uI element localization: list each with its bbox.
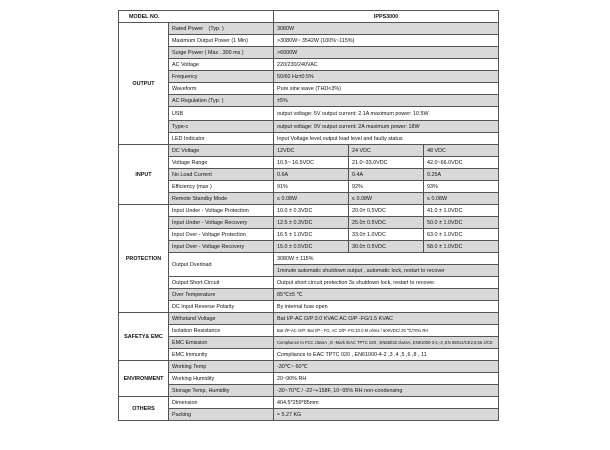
row-label: Efficiency (max ) (169, 181, 274, 193)
row-label: EMC Emission (169, 337, 274, 349)
row-value: >3080W~ 3542W (100%~115%) (274, 35, 499, 47)
table-row (119, 133, 499, 145)
table-row (119, 397, 499, 409)
row-label: No Load Current (169, 169, 274, 181)
table-row (119, 121, 499, 133)
row-label: Isolation Resistance (169, 325, 274, 337)
value-24v: 33.0± 1.0VDC (349, 229, 424, 241)
value-12v: 12.5 ± 0.3VDC (274, 217, 349, 229)
row-label: Surge Power ( Max . 300 ms ) (169, 47, 274, 59)
value-24v: 30.0± 0.5VDC (349, 241, 424, 253)
row-label: Input Under - Voltage Protection (169, 205, 274, 217)
row-value: Compliance to EAC TPTC 020 , EN61000-4-2 ,3 ,4 ,5 ,6 ,8 , 11 (274, 349, 499, 361)
table-row (119, 181, 499, 193)
row-label: Input Over - Voltage Recovery (169, 241, 274, 253)
row-value: Compliance to FCC classA , E -Mark /EAC TPTC 020 , EN55032 classA, EN61000-3-2,-3 ,EN 55014/CE2,8,55 4/CE (274, 337, 499, 349)
row-label: Maximum Output Power (1 Min) (169, 35, 274, 47)
table-row (119, 241, 499, 253)
row-label: USB (169, 107, 274, 121)
value-24v: 0.4A (349, 169, 424, 181)
row-value: 50/60 Hz±0.5% (274, 71, 499, 83)
value-48v: 58.0 ± 1.0VDC (424, 241, 499, 253)
row-value: output voltage: 5V output current: 2.1A maximum power: 10.5W (274, 107, 499, 121)
row-label: Remote Standby Mode (169, 193, 274, 205)
table-row (119, 217, 499, 229)
row-label: DC Voltage (169, 145, 274, 157)
section-input: INPUT (119, 145, 169, 205)
row-value: By internal fuse open (274, 301, 499, 313)
row-label: Over Temperature (169, 289, 274, 301)
model-label: MODEL NO. (119, 11, 274, 23)
value-12v: 10.0 ± 0.3VDC (274, 205, 349, 217)
row-value: Bat I/P-AC O/P:3.0 KVAC AC O/P -FG/1.5 KVAC (274, 313, 499, 325)
row-label: Dimension (169, 397, 274, 409)
row-value: ±5% (274, 95, 499, 107)
row-label: Voltage Range (169, 157, 274, 169)
table-row (119, 301, 499, 313)
table-row (119, 325, 499, 337)
value-12v: 15.0 ± 0.5VDC (274, 241, 349, 253)
row-label: AC Regulation (Typ. ) (169, 95, 274, 107)
value-48v: 63.0 ± 1.0VDC (424, 229, 499, 241)
row-value: 3080W ± 115% (274, 253, 499, 265)
table-row (119, 23, 499, 35)
row-label: EMC Immunity (169, 349, 274, 361)
table-row (119, 337, 499, 349)
row-value: 404.5*259*85mm (274, 397, 499, 409)
row-value: 220/230/240VAC (274, 59, 499, 71)
row-label: Working Temp (169, 361, 274, 373)
row-label: AC Voltage (169, 59, 274, 71)
row-value: Pure sine wave (THD<3%) (274, 83, 499, 95)
value-12v: 10.5~ 16.5VDC (274, 157, 349, 169)
table-row (119, 71, 499, 83)
table-row (119, 35, 499, 47)
row-value: >6000W (274, 47, 499, 59)
table-row (119, 145, 499, 157)
value-24v: 92% (349, 181, 424, 193)
value-24v: 25.0± 0.5VDC (349, 217, 424, 229)
model-value: IPPS3000 (274, 11, 499, 23)
value-24v: 24 VDC (349, 145, 424, 157)
table-row (119, 157, 499, 169)
section-others: OTHERS (119, 397, 169, 421)
row-label: Rated Power (Typ. ) (169, 23, 274, 35)
row-value: Bat I/P-AC O/P; Bat I/P - FG, AC O/P -FG:10.0 M ohms / 500VDC/ 25 ℃/70% RH (274, 325, 499, 337)
row-value: -30~70℃ / -22~+158F, 10~95% RH non-condensing (274, 385, 499, 397)
value-12v: 91% (274, 181, 349, 193)
value-48v: 50.0 ± 1.0VDC (424, 217, 499, 229)
row-label: Input Under - Voltage Recovery (169, 217, 274, 229)
row-value: Input Voltage level,output load level and faulty status (274, 133, 499, 145)
row-label: Output Overload (169, 253, 274, 277)
value-48v: 41.0 ± 1.0VDC (424, 205, 499, 217)
row-label: DC Input Reverse Polarity (169, 301, 274, 313)
section-protection: PROTECTION (119, 205, 169, 313)
value-48v: 0.25A (424, 169, 499, 181)
value-24v: 20.0± 0.5VDC (349, 205, 424, 217)
header-row (119, 11, 499, 23)
table-row (119, 205, 499, 217)
table-row (119, 373, 499, 385)
table-row (119, 59, 499, 71)
table-row (119, 83, 499, 95)
table-row (119, 385, 499, 397)
table-row (119, 313, 499, 325)
section-environment: ENVIRONMENT (119, 361, 169, 397)
row-label: Type-c (169, 121, 274, 133)
section-output: OUTPUT (119, 23, 169, 145)
table-row (119, 95, 499, 107)
spec-table (118, 10, 499, 421)
table-row (119, 229, 499, 241)
row-label: Frequency (169, 71, 274, 83)
table-row (119, 193, 499, 205)
value-12v: 16.5 ± 1.0VDC (274, 229, 349, 241)
row-label: LED Indicator (169, 133, 274, 145)
row-label: Storage Temp, Humidity (169, 385, 274, 397)
row-value: -30℃~ 60℃ (274, 361, 499, 373)
row-value: 20~90% RH (274, 373, 499, 385)
table-row (119, 349, 499, 361)
value-48v: 93% (424, 181, 499, 193)
value-48v: 48 VDC (424, 145, 499, 157)
table-row (119, 169, 499, 181)
value-12v: ≤ 0.08W (274, 193, 349, 205)
row-value: 1minute automatic shutdown output , automatic lock, restart to recover (274, 265, 499, 277)
row-value: 3080W (274, 23, 499, 35)
value-12v: 0.6A (274, 169, 349, 181)
value-48v: ≤ 0.08W (424, 193, 499, 205)
row-label: Input Over - Voltage Protection (169, 229, 274, 241)
row-value: ≈ 5.27 KG (274, 409, 499, 421)
table-row (119, 277, 499, 289)
value-24v: 21.0~33.0VDC (349, 157, 424, 169)
table-row (119, 289, 499, 301)
row-label: Withstand Voltage (169, 313, 274, 325)
row-value: output voltage: 9V output current: 2A maximum power: 18W (274, 121, 499, 133)
table-row (119, 47, 499, 59)
table-row (119, 253, 499, 265)
section-safety: SAFETY& EMC (119, 313, 169, 361)
row-value: 85℃±5 ℃ (274, 289, 499, 301)
table-row (119, 409, 499, 421)
table-row (119, 107, 499, 121)
table-row (119, 361, 499, 373)
value-24v: ≤ 0.08W (349, 193, 424, 205)
row-label: Waveform (169, 83, 274, 95)
value-48v: 42.0~66.0VDC (424, 157, 499, 169)
row-value: Output short circuit protection 3s shutdown lock, restart to recover. (274, 277, 499, 289)
row-label: Packing (169, 409, 274, 421)
row-label: Output Short Circuit (169, 277, 274, 289)
row-label: Working Humidity (169, 373, 274, 385)
value-12v: 12VDC (274, 145, 349, 157)
